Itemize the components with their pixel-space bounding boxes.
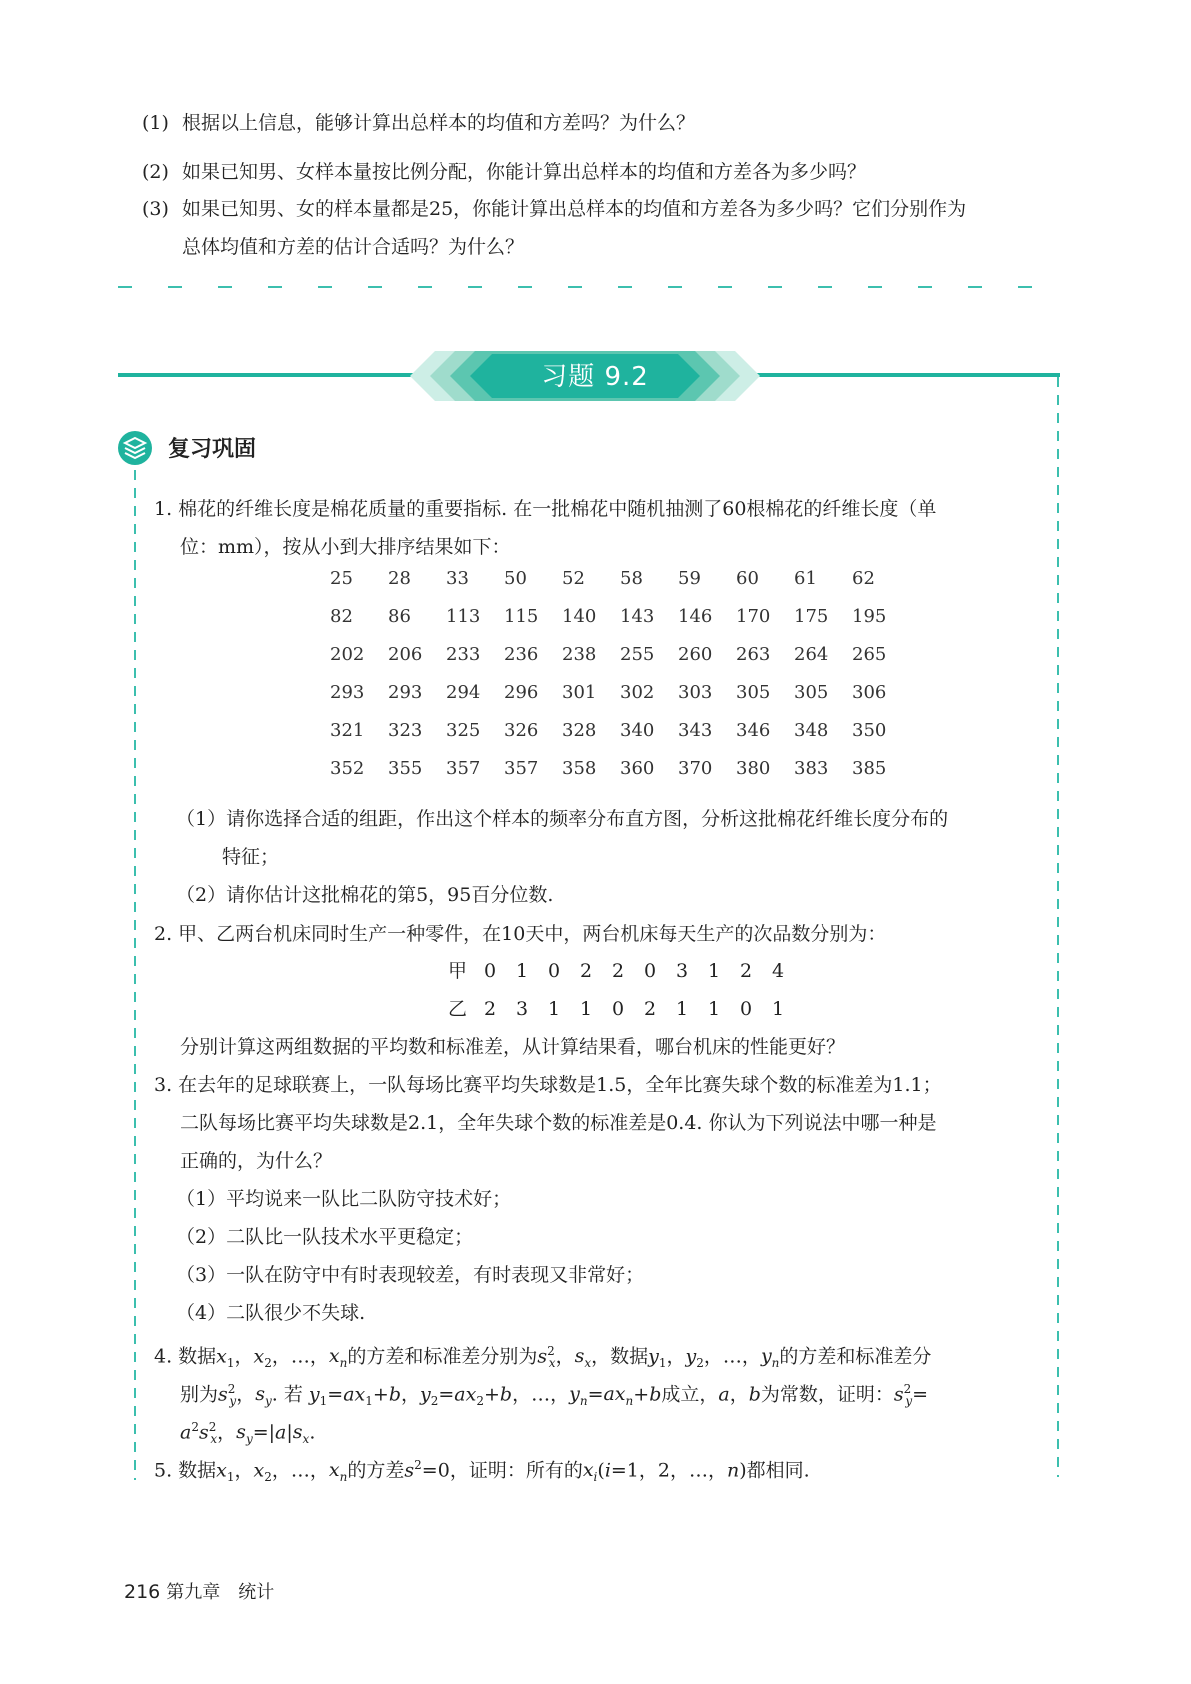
top-question-3-cont: 总体均值和方差的估计合适吗？为什么？ [182,236,525,258]
table-cell: 305 [736,682,771,703]
table-cell: 323 [388,720,423,741]
defect-count: 0 [548,960,561,982]
page-footer [124,1578,274,1604]
problem-3-sub-4: （4）二队很少不失球. [176,1302,366,1324]
table-cell: 265 [852,644,887,665]
table-row [330,568,910,606]
table-cell: 52 [562,568,585,589]
section-title: 复习巩固 [168,437,257,462]
chapter-name: 第九章 统计 [166,1582,275,1603]
table-cell: 146 [678,606,713,627]
defect-count: 2 [580,960,593,982]
table-cell: 58 [620,568,643,589]
table-cell: 380 [736,758,771,779]
table-cell: 350 [852,720,887,741]
table-cell: 175 [794,606,829,627]
defect-count: 3 [516,998,529,1020]
table-cell: 343 [678,720,713,741]
top-question-3: (3) 如果已知男、女的样本量都是25，你能计算出总样本的均值和方差各为多少吗？它们分别作为 [142,198,967,220]
table-cell: 143 [620,606,655,627]
top-question-1: (1) 根据以上信息，能够计算出总样本的均值和方差吗？为什么？ [142,112,696,134]
table-cell: 115 [504,606,539,627]
table-cell: 86 [388,606,411,627]
table-cell: 60 [736,568,759,589]
defect-count: 2 [484,998,497,1020]
problem-3-line-3: 正确的，为什么？ [180,1150,333,1172]
table-cell: 352 [330,758,365,779]
table-cell: 140 [562,606,597,627]
page-number: 216 [124,1581,161,1603]
problem-4-line-2: 别为$s^2_y$，$s_y$. 若 $y_1=ax_1+b$，$y_2=ax_2+b$，…，$y_n=ax_n+b$成立，a，b为常数，证明：$s^2_y=$ [180,1382,929,1409]
table-cell: 346 [736,720,771,741]
table-cell: 305 [794,682,829,703]
problem-1-line-1: 1. 棉花的纤维长度是棉花质量的重要指标. 在一批棉花中随机抽测了60根棉花的纤维长度（单 [154,498,937,520]
table-cell: 238 [562,644,597,665]
machine-yi-row: 乙 2 3 1 1 0 2 1 1 0 1 [448,996,516,1022]
table-cell: 82 [330,606,353,627]
defect-count: 1 [548,998,561,1020]
defect-count: 2 [644,998,657,1020]
fiber-length-table [330,568,910,796]
table-cell: 296 [504,682,539,703]
table-cell: 355 [388,758,423,779]
problem-1-sub-1-cont: 特征； [222,846,280,868]
problem-1-sub-2: （2）请你估计这批棉花的第5，95百分位数. [176,884,554,906]
table-row [330,720,910,758]
table-row [330,682,910,720]
table-cell: 301 [562,682,597,703]
table-cell: 264 [794,644,829,665]
table-cell: 233 [446,644,481,665]
table-row [330,758,910,796]
defect-count: 1 [580,998,593,1020]
problem-2-line-1: 2. 甲、乙两台机床同时生产一种零件，在10天中，两台机床每天生产的次品数分别为： [154,923,887,945]
defect-count: 2 [612,960,625,982]
table-cell: 61 [794,568,817,589]
table-cell: 357 [446,758,481,779]
table-cell: 358 [562,758,597,779]
problem-3-sub-1: （1）平均说来一队比二队防守技术好； [176,1188,512,1210]
table-cell: 306 [852,682,887,703]
table-cell: 370 [678,758,713,779]
table-cell: 321 [330,720,365,741]
defect-count: 4 [772,960,785,982]
defect-count: 0 [644,960,657,982]
table-cell: 294 [446,682,481,703]
table-cell: 113 [446,606,481,627]
table-cell: 263 [736,644,771,665]
defect-count: 1 [772,998,785,1020]
table-cell: 195 [852,606,887,627]
problem-4-line-1: 4. 数据$x_1$，$x_2$，…，$x_n$的方差和标准差分别为$s^2_x$，$s_x$，数据$y_1$，$y_2$，…，$y_n$的方差和标准差分 [154,1344,932,1371]
problem-3-line-2: 二队每场比赛平均失球数是2.1，全年失球个数的标准差是0.4. 你认为下列说法中哪一种是 [180,1112,937,1134]
table-cell: 206 [388,644,423,665]
table-cell: 33 [446,568,469,589]
defect-count: 1 [708,960,721,982]
problem-3-line-1: 3. 在去年的足球联赛上，一队每场比赛平均失球数是1.5，全年比赛失球个数的标准差为1.1； [154,1074,942,1096]
banner-rule-left [118,373,418,377]
exercise-title: 习题 9.2 [541,362,649,392]
table-cell: 50 [504,568,527,589]
defect-count: 0 [740,998,753,1020]
defect-count: 0 [484,960,497,982]
problem-2-line-2: 分别计算这两组数据的平均数和标准差，从计算结果看，哪台机床的性能更好？ [180,1036,846,1058]
section-divider [118,286,1060,288]
problem-5-line-1: 5. 数据$x_1$，$x_2$，…，$x_n$的方差$s^2=0$，证明：所有的$x_i(i=1$，2，…，n)都相同. [154,1458,810,1485]
top-question-2: (2) 如果已知男、女样本量按比例分配，你能计算出总样本的均值和方差各为多少吗？ [142,161,867,183]
table-cell: 170 [736,606,771,627]
layers-icon [117,430,153,466]
table-cell: 303 [678,682,713,703]
table-cell: 25 [330,568,353,589]
frame-right-dashed [1057,377,1059,1477]
table-cell: 325 [446,720,481,741]
table-cell: 59 [678,568,701,589]
frame-left-dashed [134,470,136,1480]
problem-3-sub-2: （2）二队比一队技术水平更稳定； [176,1226,474,1248]
table-cell: 302 [620,682,655,703]
table-row [330,606,910,644]
table-cell: 260 [678,644,713,665]
defect-count: 2 [740,960,753,982]
defect-count: 1 [708,998,721,1020]
table-cell: 293 [330,682,365,703]
table-cell: 293 [388,682,423,703]
table-cell: 340 [620,720,655,741]
table-cell: 357 [504,758,539,779]
problem-1-line-2: 位：mm），按从小到大排序结果如下： [180,536,511,558]
table-cell: 326 [504,720,539,741]
table-cell: 62 [852,568,875,589]
banner-rule-right [756,373,1060,377]
table-row [330,644,910,682]
table-cell: 202 [330,644,365,665]
table-cell: 255 [620,644,655,665]
defect-count: 0 [612,998,625,1020]
table-cell: 236 [504,644,539,665]
problem-1-sub-1: （1）请你选择合适的组距，作出这个样本的频率分布直方图，分析这批棉花纤维长度分布的 [176,808,949,830]
table-cell: 383 [794,758,829,779]
table-cell: 328 [562,720,597,741]
table-cell: 385 [852,758,887,779]
table-cell: 348 [794,720,829,741]
defect-count: 3 [676,960,689,982]
defect-count: 1 [676,998,689,1020]
problem-4-line-3: $a^2s^2_x$，$s_y=|a|s_x$. [180,1420,316,1447]
machine-jia-row: 甲 0 1 0 2 2 0 3 1 2 4 [448,958,516,984]
table-cell: 360 [620,758,655,779]
table-cell: 28 [388,568,411,589]
problem-3-sub-3: （3）一队在防守中有时表现较差，有时表现又非常好； [176,1264,645,1286]
defect-count: 1 [516,960,529,982]
